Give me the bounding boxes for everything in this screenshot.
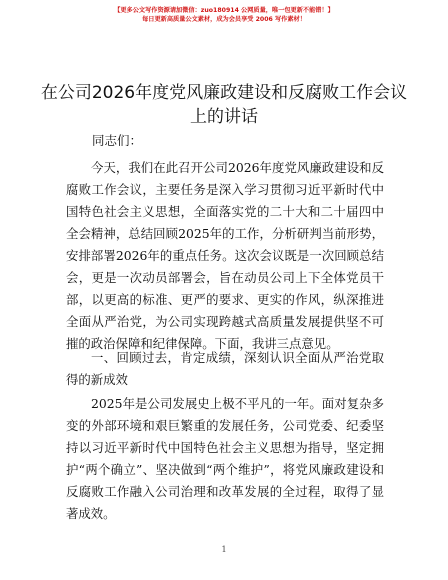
document-title: 在公司2026年度党风廉政建设和反腐败工作会议上的讲话 — [40, 83, 408, 127]
paragraph-intro: 今天，我们在此召开公司2026年度党风廉政建设和反腐败工作会议，主要任务是深入学习贯彻习近平新时代中国特色社会主义思想，全面落实党的二十大和二十届四中全会精神，总结回顾2025年的工作，分析研判当前形势，安排部署2026年的重点任务。这次会议既是一次回顾总结会，更是一次动员部署会，旨在动员公司上下全体党员干部，以更高的标准、更严的要求、更实的作风，纵深推进全面从严治党，为公司实现跨越式高质量发展提供坚不可摧的政治保障和纪律保障。下面，我讲三点意见。 — [66, 160, 384, 351]
greeting: 同志们： — [92, 133, 143, 148]
page-number: 1 — [221, 545, 227, 554]
banner-line-1: 【更多公文写作资源请加微信：zuo180914 公网质量，唯一包更新不能错！】 — [114, 7, 334, 14]
section-heading-1: 一、回顾过去，肯定成绩，深刻认识全面从严治党取得的新成效 — [66, 350, 384, 387]
banner-line-2: 每日更新高质量公文素材，成为会员享受 2006 写作素材！ — [142, 16, 306, 23]
header-banner — [0, 6, 448, 24]
paragraph-review: 2025年是公司发展史上极不平凡的一年。面对复杂多变的外部环境和艰巨繁重的发展任务，公司党委、纪委坚持以习近平新时代中国特色社会主义思想为指导，坚定拥护“两个确立”、坚决做到“两个维护”，将党风廉政建设和反腐败工作融入公司治理和改革发展的全过程，取得了显著成效。 — [66, 396, 384, 521]
